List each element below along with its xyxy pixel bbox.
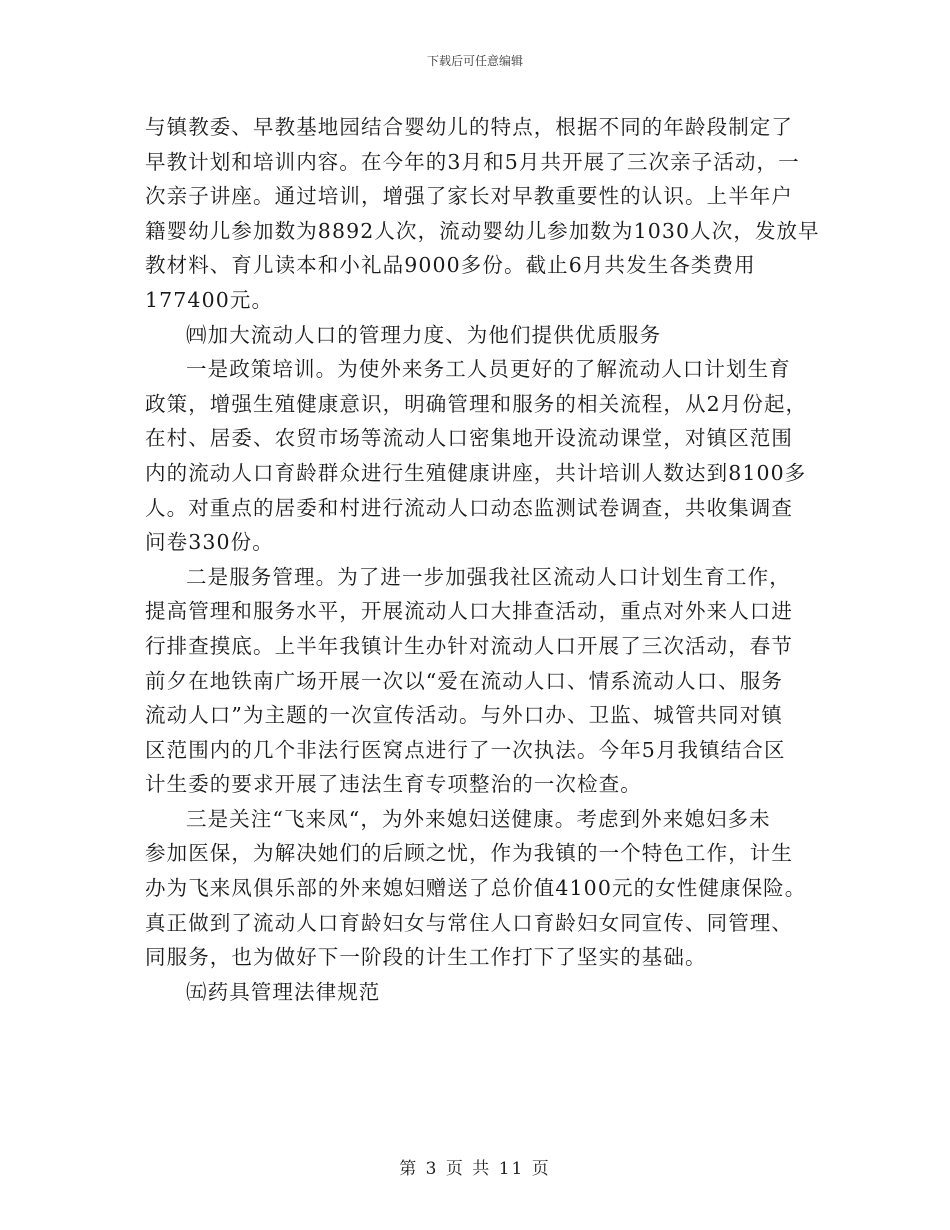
text-line: 办为飞来凤俱乐部的外来媳妇赠送了总价值4100元的女性健康保险。 [145,876,807,901]
page-header: 下载后可任意编辑 [426,54,523,68]
text-line: 行排查摸底。上半年我镇计生办针对流动人口开展了三次活动，春节 [145,633,793,658]
text-line: 三是关注“飞来凤“，为外来媳妇送健康。考虑到外来媳妇多未 [186,806,771,831]
text-line: 次亲子讲座。通过培训，增强了家长对早教重要性的认识。上半年户 [145,184,793,209]
text-line: 与镇教委、早教基地园结合婴幼儿的特点，根据不同的年龄段制定了 [145,115,793,139]
text-line: 流动人口”为主题的一次宣传活动。与外口办、卫监、城管共同对镇 [145,703,783,728]
document-body [145,110,820,1009]
text-line: 内的流动人口育龄群众进行生殖健康讲座，共计培训人数达到8100多 [145,460,807,485]
text-line: 人。对重点的居委和村进行流动人口动态监测试卷调查，共收集调查 [145,495,793,520]
text-line: 真正做到了流动人口育龄妇女与常住人口育龄妇女同宣传、同管理、 [145,910,793,935]
text-line: 提高管理和服务水平，开展流动人口大排查活动，重点对外来人口进 [145,599,793,624]
text-line: 计生委的要求开展了违法生育专项整治的一次检查。 [145,772,642,797]
text-line: 早教计划和培训内容。在今年的3月和5月共开展了三次亲子活动，一 [145,149,800,174]
text-line: 在村、居委、农贸市场等流动人口密集地开设流动课堂，对镇区范围 [145,426,793,451]
text-line: 问卷330份。 [145,530,274,555]
text-line: 177400元。 [145,287,274,312]
text-line: 二是服务管理。为了进一步加强我社区流动人口计划生育工作， [186,564,791,589]
text-line: 教材料、育儿读本和小礼品9000多份。截止6月共发生各类费用 [145,253,756,278]
text-line: 区范围内的几个非法行医窝点进行了一次执法。今年5月我镇结合区 [145,737,786,762]
text-line: 籍婴幼儿参加数为8892人次，流动婴幼儿参加数为1030人次，发放早 [145,218,820,243]
text-line: 政策，增强生殖健康意识，明确管理和服务的相关流程，从2月份起， [145,391,808,416]
text-line: ㈣加大流动人口的管理力度、为他们提供优质服务 [186,322,662,347]
text-line: ㈤药具管理法律规范 [186,979,381,1004]
text-line: 一是政策培训。为使外来务工人员更好的了解流动人口计划生育 [186,357,791,382]
text-line: 同服务，也为做好下一阶段的计生工作打下了坚实的基础。 [145,945,707,970]
text-line: 前夕在地铁南广场开展一次以“爱在流动人口、情系流动人口、服务 [145,668,783,693]
page-footer: 第 3 页 共 11 页 [399,1159,551,1179]
text-line: 参加医保，为解决她们的后顾之忧，作为我镇的一个特色工作，计生 [145,841,793,866]
